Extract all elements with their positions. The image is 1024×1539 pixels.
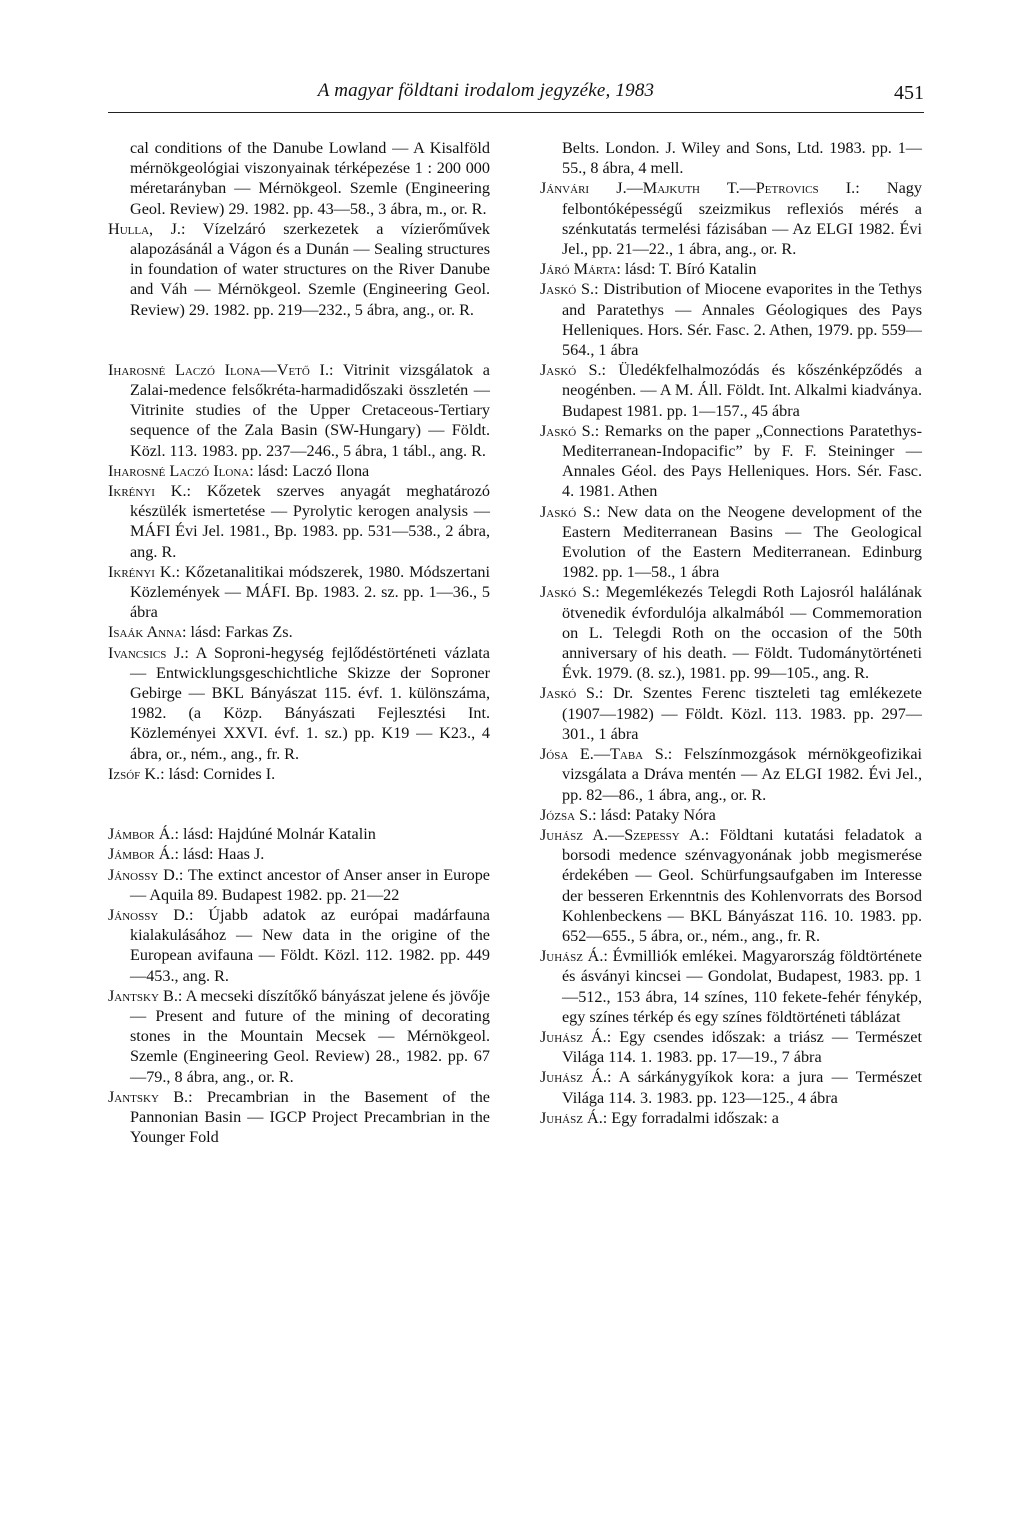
entry-author: Jósa E.—Taba S. [540, 745, 668, 764]
entry-author: Jaskó S. [540, 502, 596, 521]
bibliography-entry [540, 138, 922, 178]
bibliography-entry [540, 946, 922, 1027]
entry-author: Juhász Á. [540, 1068, 607, 1087]
left-column [108, 138, 490, 1147]
entry-author: Jantsky B. [108, 1087, 189, 1106]
entry-author: Jantsky B. [108, 986, 178, 1005]
page-number: 451 [894, 82, 924, 104]
bibliography-entry [540, 1108, 922, 1128]
bibliography-entry [540, 1027, 922, 1067]
entry-text: : New data on the Neogene development of the Eastern Mediterranean Basins — The Geological Evolution of the Eastern Mediterranean. Edinburg 1982. pp. 1—58., 1 ábra [562, 502, 922, 582]
bibliography-entry [540, 178, 922, 259]
entry-author: Ikrényi K. [108, 482, 187, 501]
bibliography-entry [108, 905, 490, 986]
bibliography-entry [540, 582, 922, 683]
entry-text: : Kőzetek szerves anyagát meghatározó készülék ismertetése — Pyrolytic kerogen analysis — MÁFI Évi Jel. 1981., Bp. 1983. pp. 531—538., 2 ábra, ang. R. [130, 482, 490, 561]
entry-text: : lásd: Cornides I. [160, 764, 276, 783]
entry-author: Ikrényi K. [108, 562, 176, 581]
bibliography-entry [108, 764, 490, 784]
entry-text: cal conditions of the Danube Lowland — A Kisalföld mérnökgeológiai viszonyainak térképezése 1 : 200 000 méretarányban — Mérnökgeol. Szemle (Engineering Geol. Review) 29. 1982. pp. 43—58., 3 ábra, m., or. R. [130, 139, 490, 218]
bibliography-entry [540, 502, 922, 583]
section-gap [108, 784, 490, 824]
entry-author: Járó Márta [540, 260, 617, 279]
entry-text: : lásd: Hajdúné Molnár Katalin [174, 825, 376, 844]
right-column [540, 138, 922, 1128]
entry-author: Iharosné Laczó Ilona—Vető I. [108, 360, 329, 379]
entry-text: : Precambrian in the Basement of the Pannonian Basin — IGCP Project Precambrian in the Younger Fold [130, 1087, 490, 1147]
entry-author: Izsóf K. [108, 764, 161, 783]
entry-text: : Felszínmozgások mérnökgeofizikai vizsgálata a Dráva mentén — Az ELGI 1982. Évi Jel., pp. 82—86., 1 ábra, ang., or. R. [562, 745, 922, 804]
bibliography-entry [540, 421, 922, 502]
entry-text: : Üledékfelhalmozódás és kőszénképződés a neogénben. — A M. Áll. Földt. Int. Alkalmi kiadványa. Budapest 1981. pp. 1—157., 45 ábra [562, 361, 922, 420]
entry-text: : A mecseki díszítőkő bányászat jelene és jövője — Present and future of the mining of decorating stones in the Mountain Mecsek — Mérnökgeol. Szemle (Engineering Geol. Review) 28., 1982. pp. 67—79., 8 ábra, ang., or. R. [130, 986, 490, 1086]
bibliography-entry [108, 562, 490, 623]
bibliography-entry [540, 279, 922, 360]
entry-text: : A sárkánygyíkok kora: a jura — Természet Világa 114. 3. 1983. pp. 123—125., 4 ábra [562, 1068, 922, 1107]
bibliography-entry [108, 219, 490, 320]
bibliography-entry [540, 259, 922, 279]
entry-author: Jánvári J.—Majkuth T.—Petrovics I. [540, 179, 856, 198]
bibliography-entry [540, 744, 922, 805]
bibliography-entry [108, 844, 490, 864]
entry-text: : Évmilliók emlékei. Magyarország földtörténete és ásványi kincsei — Gondolat, Budapest, 1983. pp. 1—512., 153 ábra, 14 színes, 110 fekete-fehér fénykép, egy színes térkép és egy színes földtörténeti táblázat [562, 947, 922, 1026]
entry-author: Jaskó S. [540, 421, 595, 440]
entry-text: : Distribution of Miocene evaporites in the Tethys and Paratethys — Annales Géologiques des Pays Helleniques. Hors. Sér. Fasc. 2. Athen, 1979. pp. 559—564., 1 ábra [562, 280, 922, 360]
bibliography-entry [108, 461, 490, 481]
running-title: A magyar földtani irodalom jegyzéke, 1983 [317, 80, 655, 101]
bibliography-entry [108, 138, 490, 219]
entry-text: : Nagy felbontóképességű szeizmikus reflexiós mérés a szénkutatás termelési fázisában — Az ELGI 1982. Évi Jel., pp. 21—22., 1 ábra, ang., or. R. [562, 179, 922, 259]
entry-text: : lásd: Laczó Ilona [249, 461, 370, 480]
entry-author: Isaák Anna [108, 623, 183, 642]
entry-text: : lásd: T. Bíró Katalin [616, 260, 757, 279]
bibliography-entry [108, 481, 490, 562]
entry-text: : lásd: Farkas Zs. [182, 623, 293, 642]
entry-author: Jámbor Á. [108, 845, 175, 864]
entry-text: : A Soproni-hegység fejlődéstörténeti vázlata — Entwicklungsgeschichtliche Skizze der Soproner Gebirge — BKL Bányászat 115. évf. 1. különszáma, 1982. (a Közp. Bányászati Fejlesztési Int. Közleményei XXVI. évf. 1. sz.) pp. K19 — K23., 4 ábra, or., ném., ang., fr. R. [130, 643, 490, 763]
entry-text: : Kőzetanalitikai módszerek, 1980. Módszertani Közlemények — MÁFI. Bp. 1983. 2. sz. pp. 1—36., 5 ábra [130, 562, 490, 622]
entry-text: : Remarks on the paper „Connections Paratethys-Mediterranean-Indopacific” by F. F. Steininger — Annales Géol. des Pays Helleniques. Hors. Sér. Fasc. 4. 1981. Athen [562, 421, 922, 501]
bibliography-entry [108, 360, 490, 461]
entry-author: Ivancsics J. [108, 643, 185, 662]
entry-text: : Megemlékezés Telegdi Roth Lajosról halálának ötvenedik évfordulója alkalmából — Commemoration on L. Telegdi Roth on the occasion of the 50th anniversary of his death. — Földt. Tudománytörténeti Évk. 1979. (8. sz.), 1981. pp. 99—105., ang. R. [562, 583, 922, 683]
section-gap [108, 320, 490, 360]
entry-text: : lásd: Haas J. [174, 845, 265, 864]
entry-author: Juhász A.—Szepessy A. [540, 825, 705, 844]
entry-text: : Vízelzáró szerkezetek a vízierőművek alapozásánál a Vágon és a Dunán — Sealing structures in foundation of water structures on the River Danube and Váh — Mérnökgeol. Szemle (Engineering Geol. Review) 29. 1982. pp. 219—232., 5 ábra, ang., or. R. [130, 219, 491, 319]
entry-author: Jánossy D. [108, 905, 189, 924]
bibliography-entry [108, 824, 490, 844]
bibliography-entry [108, 622, 490, 642]
bibliography-entry [540, 1067, 922, 1107]
entry-author: Juhász Á. [540, 1027, 607, 1046]
entry-author: Hulla, J. [108, 219, 181, 238]
bibliography-entry [108, 1087, 490, 1148]
bibliography-entry [108, 865, 490, 905]
entry-author: Juhász Á. [540, 1108, 603, 1127]
entry-author: Jaskó S. [540, 583, 596, 602]
bibliography-entry [540, 683, 922, 744]
entry-text: : Dr. Szentes Ferenc tiszteleti tag emlékezete (1907—1982) — Földt. Közl. 113. 1983. pp. 297—301., 1 ábra [562, 684, 922, 743]
entry-text: : lásd: Pataky Nóra [592, 805, 716, 824]
entry-author: Jánossy D. [108, 865, 179, 884]
entry-author: Jaskó S. [540, 684, 599, 703]
entry-author: Jaskó S. [540, 280, 595, 299]
bibliography-entry [540, 805, 922, 825]
entry-text: : Egy forradalmi időszak: a [602, 1108, 779, 1127]
entry-author: Jámbor Á. [108, 825, 175, 844]
entry-text: : Újabb adatok az európai madárfauna kialakulásához — New data in the origine of the European avifauna — Földt. Közl. 112. 1982. pp. 449—453., ang. R. [130, 905, 490, 985]
entry-text: : The extinct ancestor of Anser anser in Europe — Aquila 89. Budapest 1982. pp. 21—22 [130, 865, 490, 904]
entry-author: Juhász Á. [540, 947, 604, 966]
entry-author: Iharosné Laczó Ilona [108, 461, 250, 480]
entry-text: : Földtani kutatási feladatok a borsodi medence szénvagyonának jobb megismerése érdekében — Geol. Schürfungsaufgaben im Interesse der besseren Erkenntnis des Kohlenvorrats des Borsod Kohlenbeckens — BKL Bányászat 116. 10. 1983. pp. 652—655., 5 ábra, or., ném., ang., fr. R. [562, 825, 922, 945]
running-header [108, 80, 924, 113]
bibliography-entry [540, 360, 922, 421]
entry-text: : Egy csendes időszak: a triász — Természet Világa 114. 1. 1983. pp. 17—19., 7 ábra [562, 1027, 922, 1067]
entry-author: Jaskó S. [540, 361, 602, 380]
entry-author: Józsa S. [540, 805, 593, 824]
entry-text: Belts. London. J. Wiley and Sons, Ltd. 1983. pp. 1—55., 8 ábra, 4 mell. [562, 139, 922, 178]
bibliography-entry [108, 986, 490, 1087]
bibliography-entry [540, 825, 922, 946]
bibliography-entry [108, 643, 490, 764]
entry-text: : Vitrinit vizsgálatok a Zalai-medence felsőkréta-harmadidőszaki összletén — Vitrinite studies of the Upper Cretaceous-Tertiary sequence of the Zala Basin (SW-Hungary) — Földt. Közl. 113. 1983. pp. 237—246., 5 ábra, 1 tábl., ang. R. [130, 360, 490, 460]
